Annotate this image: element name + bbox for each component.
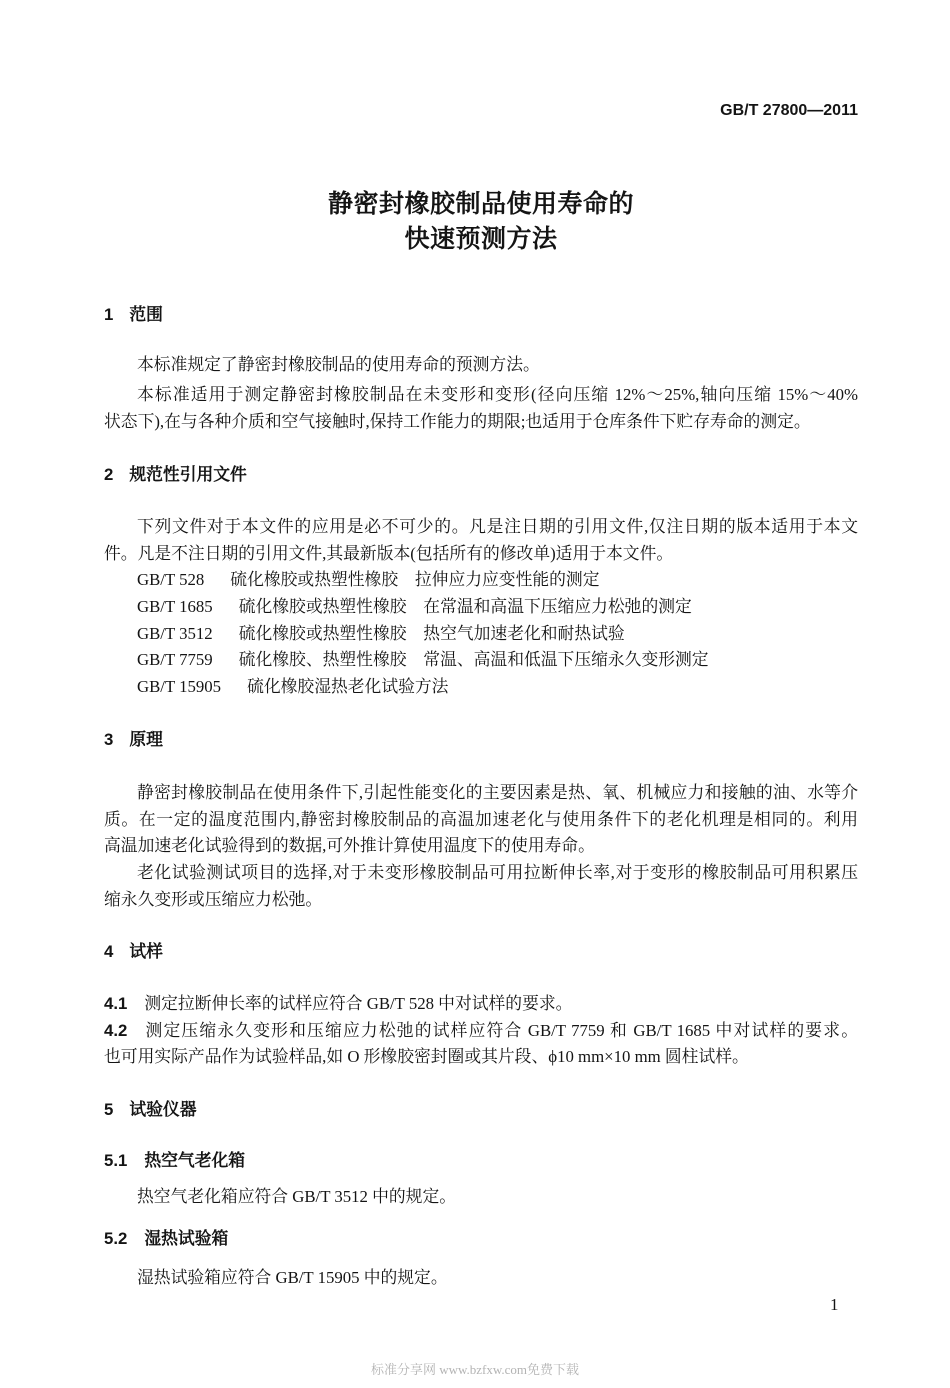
text-line: 湿热试验箱应符合 GB/T 15905 中的规定。 xyxy=(137,1268,448,1287)
section-2-heading xyxy=(104,462,858,489)
section-number: 4 xyxy=(104,942,114,961)
section-title: 试样 xyxy=(129,942,163,961)
reference-code: GB/T 3512 xyxy=(137,623,213,643)
reference-item xyxy=(104,621,858,648)
text-line: 本标准规定了静密封橡胶制品的使用寿命的预测方法。 xyxy=(137,355,540,374)
text-line: 本标准适用于测定静密封橡胶制品在未变形和变形(径向压缩 12%～25%,轴向压缩 15%～40% xyxy=(137,385,858,404)
text-line: 高温加速老化试验得到的数据,可外推计算使用温度下的使用寿命。 xyxy=(104,836,595,856)
text-line: 静密封橡胶制品在使用条件下,引起性能变化的主要因素是热、氧、机械应力和接触的油、水等介 xyxy=(137,783,858,802)
section-title: 原理 xyxy=(129,730,163,749)
section-5-heading xyxy=(104,1097,858,1124)
clause-text: 测定压缩永久变形和压缩应力松弛的试样应符合 GB/T 7759 和 GB/T 1685 中对试样的要求。 xyxy=(144,1020,858,1040)
clause-4-2 xyxy=(104,1018,858,1045)
section-number: 1 xyxy=(104,305,114,324)
section-number: 5 xyxy=(104,1100,114,1119)
section-2-body xyxy=(104,514,858,701)
clause-5-2-text xyxy=(104,1265,858,1292)
clause-number: 5.1 xyxy=(104,1151,128,1170)
reference-code: GB/T 15905 xyxy=(137,677,222,697)
section-number: 2 xyxy=(104,465,114,484)
text-line: 件。凡是不注日期的引用文件,其最新版本(包括所有的修改单)适用于本文件。 xyxy=(104,543,674,563)
section-title: 范围 xyxy=(129,305,163,324)
reference-item xyxy=(104,674,858,701)
clause-number: 4.2 xyxy=(104,1020,128,1040)
text-line: 下列文件对于本文件的应用是必不可少的。凡是注日期的引用文件,仅注日期的版本适用于本文 xyxy=(137,517,858,536)
page-number: 1 xyxy=(830,1295,839,1314)
text-line: 状态下),在与各种介质和空气接触时,保持工作能力的期限;也适用于仓库条件下贮存寿命的测定。 xyxy=(104,411,811,431)
clause-4-1 xyxy=(104,991,858,1018)
title-line-2: 快速预测方法 xyxy=(404,225,558,253)
reference-code: GB/T 1685 xyxy=(137,597,213,617)
clause-title: 湿热试验箱 xyxy=(144,1229,229,1248)
text-line: 缩永久变形或压缩应力松弛。 xyxy=(104,889,323,909)
clause-text: 测定拉断伸长率的试样应符合 GB/T 528 中对试样的要求。 xyxy=(144,994,573,1013)
reference-item xyxy=(104,594,858,621)
section-title: 试验仪器 xyxy=(129,1100,197,1119)
reference-title: 硫化橡胶或热塑性橡胶 热空气加速老化和耐热试验 xyxy=(238,623,625,643)
section-title: 规范性引用文件 xyxy=(129,465,247,484)
document-number: GB/T 27800—2011 xyxy=(720,102,858,119)
reference-code: GB/T 528 xyxy=(137,570,205,590)
clause-number: 5.2 xyxy=(104,1229,128,1248)
reference-title: 硫化橡胶、热塑性橡胶 常温、高温和低温下压缩永久变形测定 xyxy=(238,650,709,670)
text-line: 老化试验测试项目的选择,对于未变形橡胶制品可用拉断伸长率,对于变形的橡胶制品可用积累压 xyxy=(137,863,858,883)
text-line: 热空气老化箱应符合 GB/T 3512 中的规定。 xyxy=(137,1187,457,1206)
section-4-heading xyxy=(104,939,858,966)
clause-5-2-heading xyxy=(104,1226,858,1253)
section-3-heading xyxy=(104,727,858,754)
reference-title: 硫化橡胶湿热老化试验方法 xyxy=(247,677,449,697)
reference-title: 硫化橡胶或热塑性橡胶 在常温和高温下压缩应力松弛的测定 xyxy=(238,597,692,617)
section-3-body xyxy=(104,780,858,913)
section-number: 3 xyxy=(104,730,114,749)
section-1-heading xyxy=(104,302,858,329)
reference-code: GB/T 7759 xyxy=(137,650,213,670)
reference-item xyxy=(104,567,858,594)
reference-item xyxy=(104,647,858,674)
section-1-paragraph-2 xyxy=(104,382,858,435)
section-1-paragraph-1 xyxy=(104,352,858,379)
clause-5-1-heading xyxy=(104,1148,858,1175)
watermark: 标准分享网 www.bzfxw.com免费下载 xyxy=(370,1362,580,1377)
clause-5-1-text xyxy=(104,1184,858,1211)
text-line: 质。在一定的温度范围内,静密封橡胶制品的高温加速老化与使用条件下的老化机理是相同的。利用 xyxy=(104,809,858,829)
reference-title: 硫化橡胶或热塑性橡胶 拉伸应力应变性能的测定 xyxy=(230,570,600,590)
text-line: 也可用实际产品作为试验样品,如 O 形橡胶密封圈或其片段、ϕ10 mm×10 mm 圆柱试样。 xyxy=(104,1047,749,1067)
clause-title: 热空气老化箱 xyxy=(144,1151,246,1170)
title-line-1: 静密封橡胶制品使用寿命的 xyxy=(327,190,634,218)
document-title xyxy=(104,187,858,257)
section-4-body xyxy=(104,991,858,1071)
clause-number: 4.1 xyxy=(104,994,128,1013)
